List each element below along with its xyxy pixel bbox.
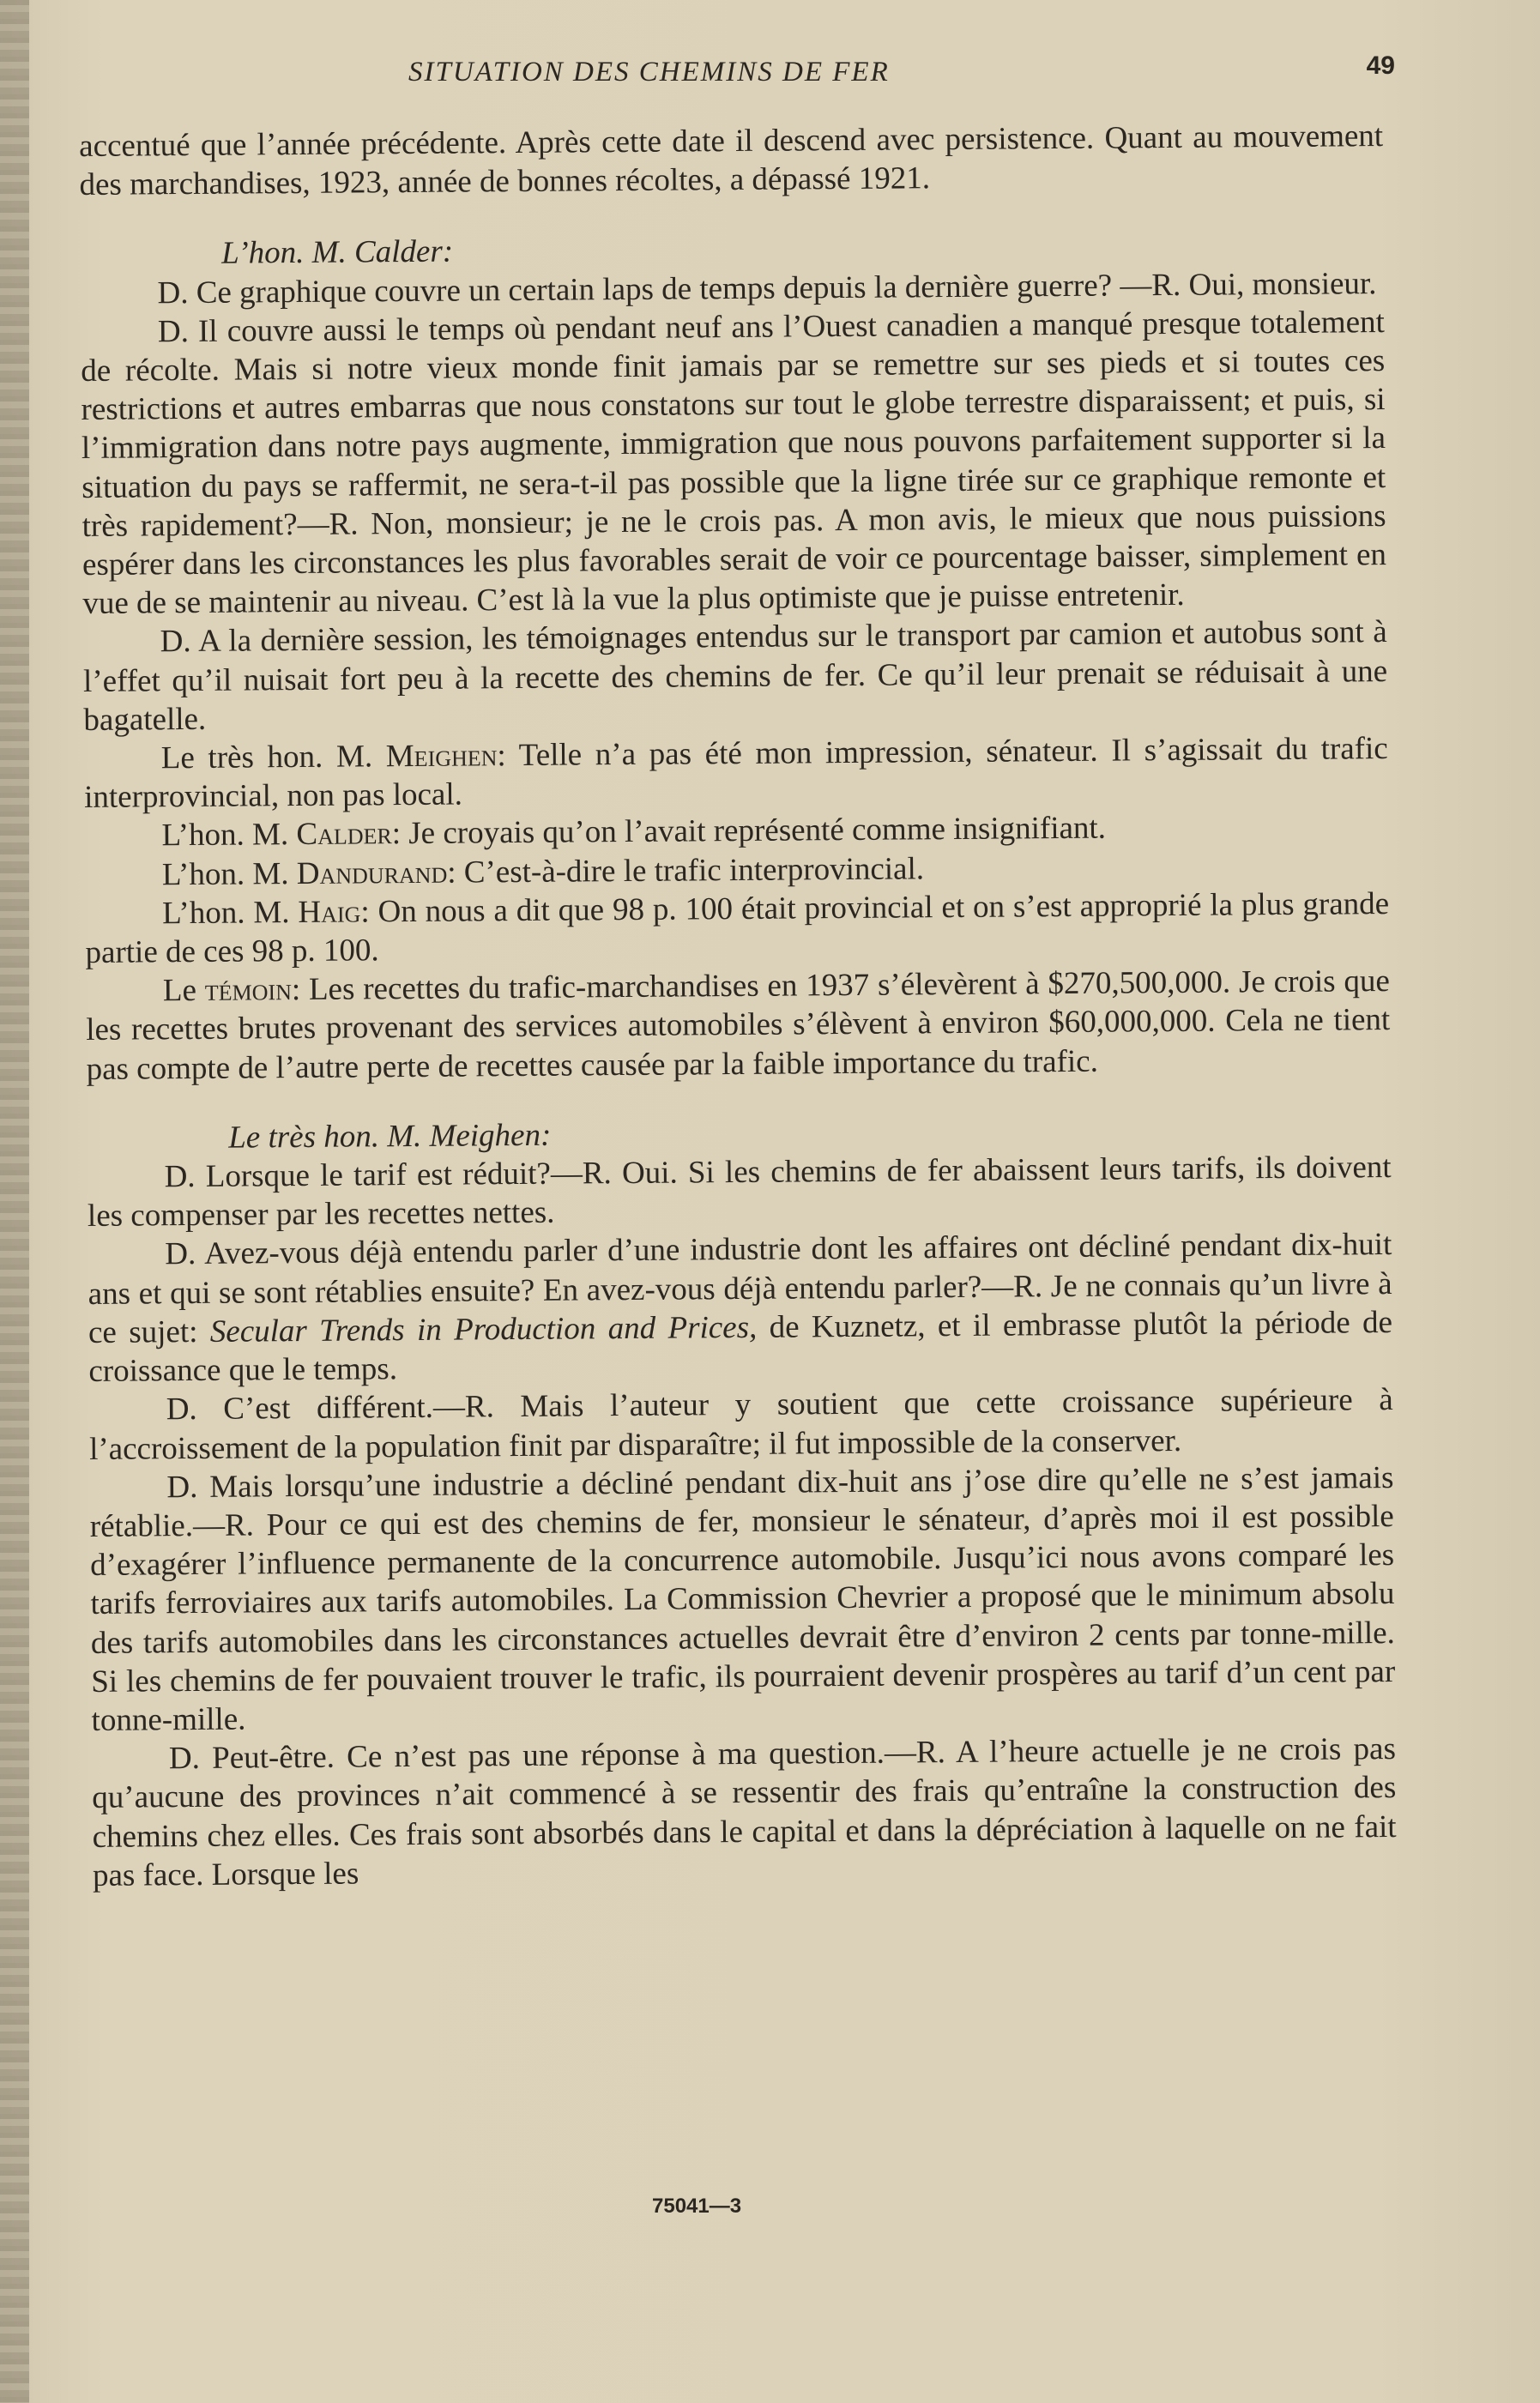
question-paragraph: D. Ce graphique couvre un certain laps de temps depuis la dernière guerre? —R. Oui, monsieur. xyxy=(157,265,1377,311)
running-header xyxy=(82,51,1395,100)
question-paragraph: D. C’est différent.—R. Mais l’auteur y soutient que cette croissance supérieure à l’accroissement de la population finit par disparaître; il fut impossible de la conserver. xyxy=(88,1382,1393,1467)
speaker-name: témoin xyxy=(204,972,293,1009)
question-paragraph xyxy=(88,1226,1392,1392)
question-paragraph: D. Peut-être. Ce n’est pas une réponse à ma question.—R. A l’heure actuelle je ne crois pas qu’aucune des provinces n’ait commencé à se ressentir des frais qu’entraîne la construction des chemins chez elles. Ces frais sont absorbés dans le capital et dans la dépréciation à laquelle on ne fait pas face. Lorsque les xyxy=(92,1731,1397,1893)
speaker-name: Calder xyxy=(296,816,392,853)
page-number: 49 xyxy=(1366,51,1395,80)
body-text xyxy=(79,117,1397,1895)
speaker-remark xyxy=(84,729,1389,817)
question-paragraph: D. Mais lorsqu’une industrie a décliné pendant dix-huit ans j’ose dire qu’elle ne s’est jamais rétablie.—R. Pour ce qui est des chemins de fer, monsieur le sénateur, d’après moi il est possible d’exagérer l’influence permanente de la concurrence automobile. Jusqu’ici nous avons comparé les tarifs ferroviaires aux tarifs automobiles. La Commission Chevrier a proposé que le minimum absolu des tarifs automobiles dans les circonstances actuelles devrait être d’environ 2 cents par tonne-mille. Si les chemins de fer pouvaient trouver le trafic, ils pourraient devenir prospères au tarif d’un cent par tonne-mille. xyxy=(89,1459,1396,1738)
remark-text: : Les recettes du trafic-marchandises en 1937 s’élevèrent à $270,500,000. Je crois que les recettes brutes provenant des services automobiles s’élèvent à environ $60,000,000. Cela ne tient pas compte de l’autre perte de recettes causée par la faible importance du trafic. xyxy=(86,963,1391,1087)
remark-text: : On nous a dit que 98 p. 100 était provincial et on s’est approprié la plus grande partie de ces 98 p. 100. xyxy=(85,885,1390,971)
speaker-heading-meighen: Le très hon. M. Meighen: xyxy=(228,1117,552,1156)
speaker-prefix: Le très hon. M. xyxy=(160,739,386,776)
paragraph-continuation: accentué que l’année précédente. Après cette date il descend avec persistence. Quant au mouvement des marchandises, 1923, année de bonnes récoltes, a dépassé 1921. xyxy=(79,118,1384,203)
question-paragraph: D. Lorsque le tarif est réduit?—R. Oui. Si les chemins de fer abaissent leurs tarifs, ils doivent les compenser par les recettes nettes. xyxy=(87,1150,1392,1235)
speaker-heading-calder: L’hon. M. Calder: xyxy=(221,233,454,272)
speaker-prefix: L’hon. M. xyxy=(161,817,297,854)
speaker-prefix: L’hon. M. xyxy=(161,855,297,892)
remark-text: : Je croyais qu’on l’avait représenté comme insignifiant. xyxy=(391,811,1107,852)
question-text: de Kuznetz, et il embrasse plutôt la période de croissance que le temps. xyxy=(88,1304,1393,1390)
speaker-name: Dandurand xyxy=(296,854,448,891)
running-title: SITUATION DES CHEMINS DE FER xyxy=(408,57,890,88)
speaker-prefix: L’hon. M. xyxy=(162,894,299,932)
witness-remark xyxy=(86,962,1391,1089)
question-paragraph: D. Il couvre aussi le temps où pendant neuf ans l’Ouest canadien a manqué presque totalement de récolte. Mais si notre vieux monde finit jamais par se remettre sur ses pieds et si toutes ces restrictions et autres embarras que nous constatons sur tout le globe terrestre disparaissent; et puis, si l’immigration dans notre pays augmente, immigration que nous pouvons parfaitement supporter si la situation du pays se raffermit, ne sera-t-il pas possible que la ligne tirée sur ce graphique remonte et très rapidement?—R. Non, monsieur; je ne le crois pas. A mon avis, le mieux que nous puissions espérer dans les circonstances les plus favorables serait de voir ce pourcentage baisser, simplement en vue de se maintenir au niveau. C’est là la vue la plus optimiste que je puisse entretenir. xyxy=(81,304,1387,622)
speaker-prefix: Le xyxy=(162,973,205,1009)
speaker-remark xyxy=(85,885,1390,972)
speaker-name: Meighen xyxy=(385,738,498,775)
book-title: Secular Trends in Production and Prices, xyxy=(209,1309,758,1349)
remark-text: : C’est-à-dire le trafic interprovincial. xyxy=(447,850,925,891)
speaker-name: Haig xyxy=(298,894,361,930)
question-paragraph: D. A la dernière session, les témoignages entendus sur le transport par camion et autobus sont à l’effet qu’il nuisait fort peu à la recette des chemins de fer. Ce qu’il leur prenait se réduisait à une bagatelle. xyxy=(82,614,1388,738)
printer-signature-mark: 75041—3 xyxy=(652,2195,742,2218)
page-binding-edge xyxy=(0,0,29,2403)
question-text: D. Avez-vous déjà entendu parler d’une industrie dont les affaires ont décliné pendant dix-huit ans et qui se sont rétablies ensuite? En avez-vous déjà entendu parler?—R. Je ne connais qu’un livre à ce sujet: xyxy=(88,1227,1392,1350)
remark-text: : Telle n’a pas été mon impression, sénateur. Il s’agissait du trafic interprovincial, non pas local. xyxy=(83,731,1388,816)
